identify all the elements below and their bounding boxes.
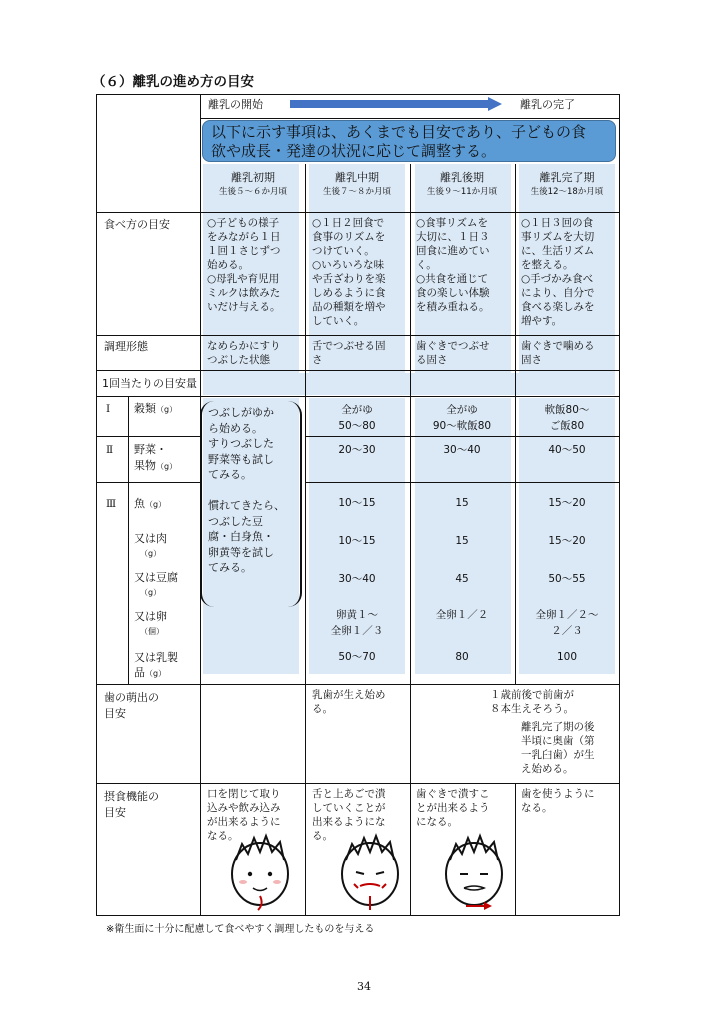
amount-dairy-complete: 100 [556, 651, 578, 663]
section-heading: （６）離乳の進め方の目安 [92, 74, 254, 90]
stage-name: 離乳後期 [440, 171, 484, 184]
stage-header-complete [517, 170, 617, 200]
baby-face-middle-icon [336, 830, 406, 912]
amount-vegetables-complete: 40～50 [548, 444, 586, 456]
start-label: 離乳の開始 [208, 98, 263, 111]
amount-grains-middle: 全がゆ 50～80 [338, 404, 376, 432]
eating-label: 食べ方の目安 [104, 218, 170, 231]
cooking-complete: 歯ぐきで噛める 固さ [521, 340, 595, 366]
stage-name: 離乳中期 [335, 171, 379, 184]
teeth-late: １歳前後で前歯が ８本生えそろう。 [490, 689, 574, 715]
stage-header-middle [307, 170, 407, 200]
food-name-grains: 穀類（g） [134, 402, 178, 415]
stage-age: 生後７～８か月頃 [322, 187, 391, 197]
food-name-tofu: 又は豆腐 （g） [134, 571, 178, 597]
eating-late: ○食事リズムを 大切に、１日３ 回食に進めてい く。 ○共食を通じて 食の楽しい体験 を積み重ねる。 [416, 217, 490, 313]
progress-arrow-icon [290, 97, 502, 111]
eating-initial: ○子どもの様子 をみながら１日 １回１さじずつ 始める。 ○母乳や育児用 ミルクは飲みた いだけ与える。 [207, 217, 281, 313]
amount-meat-complete: 15～20 [548, 535, 586, 547]
amount-dairy-middle: 50～70 [338, 651, 376, 663]
stage-age: 生後９～11か月頃 [426, 187, 498, 197]
amount-fish-late: 15 [455, 497, 469, 509]
feeding-middle: 舌と上あごで潰 していくことが 出来るようにな る。 [312, 788, 386, 842]
food-name-meat: 又は肉 （g） [134, 532, 167, 558]
amount-grains-late: 全がゆ 90～軟飯80 [432, 404, 492, 432]
baby-face-late-icon [440, 830, 514, 912]
guideline-banner: 以下に示す事項は、あくまでも目安であり、子どもの食 欲や成長・発達の状況に応じて調整する。 [202, 120, 616, 162]
amount-vegetables-late: 30～40 [443, 444, 481, 456]
cooking-late: 歯ぐきでつぶせ る固さ [416, 340, 490, 366]
food-name-vegetables: 野菜・ 果物（g） [134, 443, 178, 472]
initial-note: つぶしがゆか ら始める。 すりつぶした 野菜等も試し てみる。 慣れてきたら、 つぶした豆 腐・白身魚・ 卵黄等を試し てみる。 [208, 406, 285, 574]
stage-age: 生後５～６か月頃 [218, 187, 287, 197]
shade-amount-row [203, 373, 615, 395]
eating-middle: ○１日２回食で 食事のリズムを つけていく。 ○いろいろな味 や舌ざわりを楽 しめるように食 品の種類を増や していく。 [312, 217, 386, 327]
food-num-grains: Ⅰ [106, 403, 111, 415]
stage-name: 離乳初期 [231, 171, 275, 184]
food-num-vegetables: Ⅱ [106, 444, 114, 456]
teeth-middle: 乳歯が生え始め る。 [312, 689, 386, 715]
amount-egg-late: 全卵１／２ [435, 609, 489, 621]
amount-meat-middle: 10～15 [338, 535, 376, 547]
amount-dairy-late: 80 [455, 651, 469, 663]
cooking-middle: 舌でつぶせる固 さ [312, 340, 386, 366]
amount-egg-middle: 卵黄１～ 全卵１／３ [330, 609, 384, 637]
stage-header-late [412, 170, 512, 200]
food-name-egg: 又は卵 （個） [134, 610, 167, 636]
feeding-initial: 口を閉じて取り 込みや飲み込み が出来るように なる。 [207, 788, 281, 842]
food-num-fish: Ⅲ [106, 498, 117, 510]
feeding-complete: 歯を使うように なる。 [521, 788, 595, 814]
stage-age: 生後12～18か月頃 [530, 187, 604, 197]
food-name-dairy: 又は乳製 品（g） [134, 651, 178, 679]
amount-meat-late: 15 [455, 535, 469, 547]
cooking-initial: なめらかにすり つぶした状態 [207, 340, 281, 366]
amount-grains-complete: 軟飯80～ ご飯80 [544, 404, 590, 432]
eating-complete: ○１日３回の食 事リズムを大切 に、生活リズム を整える。 ○手づかみ食べ により、自分で 食べる楽しみを 増やす。 [521, 217, 595, 327]
amount-tofu-late: 45 [455, 573, 469, 585]
amount-label: 1回当たりの目安量 [102, 377, 197, 390]
stage-name: 離乳完了期 [539, 171, 595, 184]
amount-fish-middle: 10～15 [338, 497, 376, 509]
food-name-fish: 魚（g） [134, 497, 167, 510]
amount-fish-complete: 15～20 [548, 497, 586, 509]
teeth-complete: 離乳完了期の後 半頃に奥歯（第 一乳臼歯）が生 え始める。 [521, 721, 595, 775]
amount-tofu-complete: 50～55 [548, 573, 586, 585]
amount-tofu-middle: 30～40 [338, 573, 376, 585]
baby-face-initial-icon [226, 830, 296, 912]
stage-header-initial [203, 170, 303, 200]
end-label: 離乳の完了 [520, 98, 575, 111]
page-number: 34 [357, 980, 371, 993]
feeding-label: 摂食機能の 目安 [104, 790, 159, 819]
amount-vegetables-middle: 20～30 [338, 444, 376, 456]
feeding-late: 歯ぐきで潰すこ とが出来るよう になる。 [416, 788, 490, 828]
teeth-label: 歯の萌出の 目安 [104, 691, 159, 720]
cooking-label: 調理形態 [104, 340, 148, 353]
footnote: ※衛生面に十分に配慮して食べやすく調理したものを与える [106, 924, 375, 935]
amount-egg-complete: 全卵１／２～ ２／３ [535, 609, 599, 637]
